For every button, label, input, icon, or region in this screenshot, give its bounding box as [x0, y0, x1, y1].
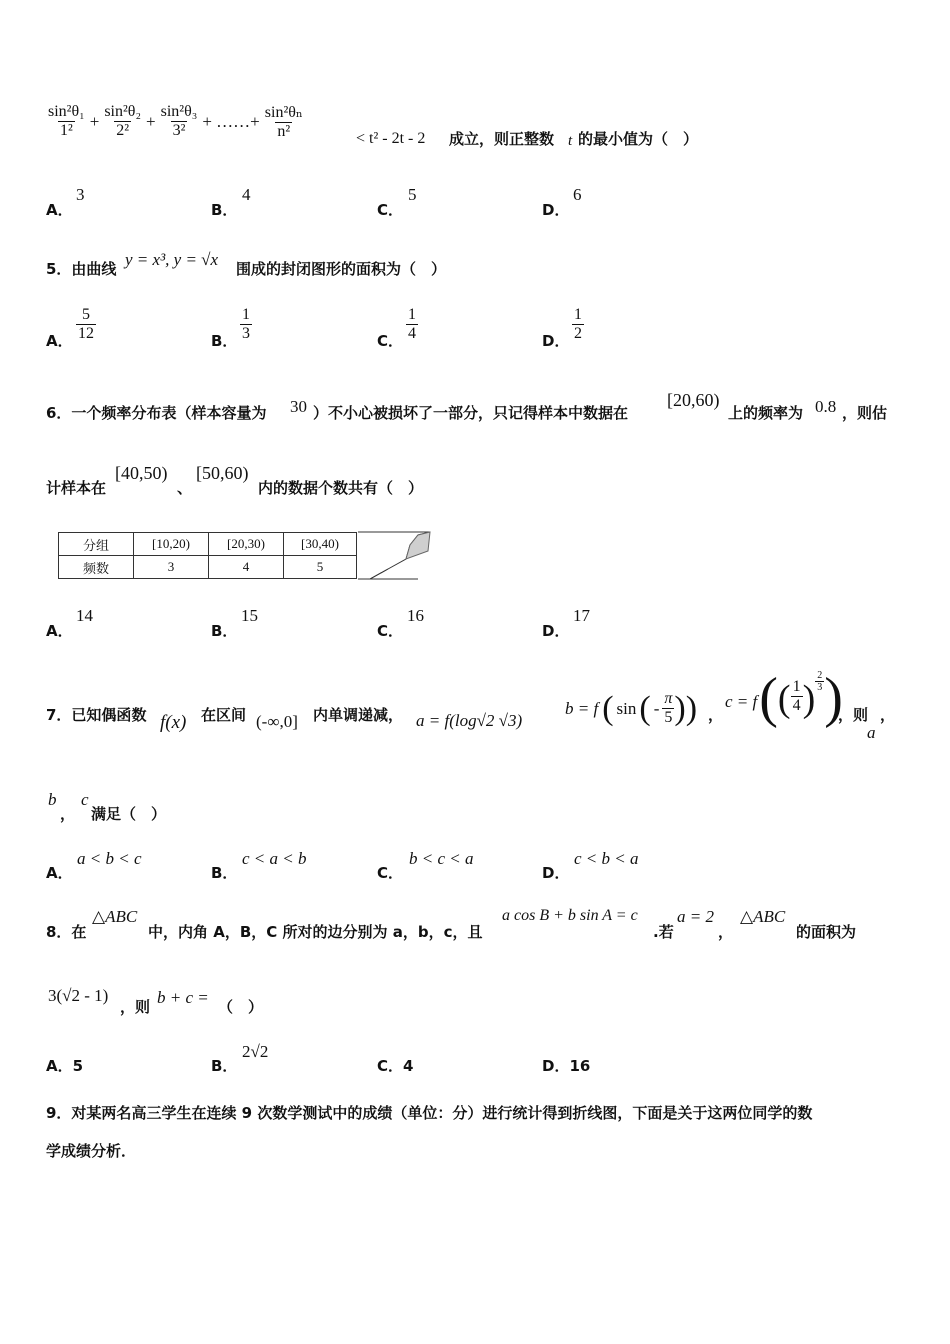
q5-option-b-label[interactable]: B．: [211, 332, 238, 350]
q7-option-b-value: c < a < b: [242, 849, 307, 868]
q8-a-equals: a = 2: [677, 907, 714, 926]
q7-comma: ，: [708, 706, 724, 724]
q8-comma: ，: [718, 923, 734, 941]
q6-option-c-label[interactable]: C．: [377, 622, 404, 640]
q6-option-a-value: 14: [76, 606, 93, 625]
q8-option-d[interactable]: D．16: [542, 1057, 591, 1075]
q6-line1-b: ）不小心被损坏了一部分，只记得样本中数据在: [313, 404, 629, 422]
q8-area-text: 的面积为: [796, 923, 857, 941]
q6-option-d-label[interactable]: D．: [542, 622, 570, 640]
q8-area-value: 3(√2 - 1): [48, 986, 109, 1005]
q7-option-b-label[interactable]: B．: [211, 864, 238, 882]
q7-a-expression: a = f(log√2 √3): [416, 711, 523, 730]
q8-option-b-label[interactable]: B．: [211, 1057, 238, 1075]
q4-option-d-label[interactable]: D．: [542, 201, 570, 219]
q6-frequency: 0.8: [815, 397, 837, 416]
q9-line1: 9．对某两名高三学生在连续 9 次数学测试中的成绩（单位：分）进行统计得到折线图，下面是关于这两位同学的数: [46, 1104, 813, 1122]
plus-sign: +: [89, 111, 100, 131]
q7-b-frac: $\frac{\pi}{5}$: [664, 690, 673, 726]
q8-b-plus-c: b + c =: [157, 988, 209, 1007]
q7-b-expression: b = f ( sin ( - $\frac{\pi}{5}$ ) ): [565, 689, 698, 727]
q8-option-a[interactable]: A．5: [46, 1057, 84, 1075]
q7-comma-3: ，: [60, 805, 76, 823]
q4-text2: 的最小值为（ ）: [578, 130, 699, 148]
table-cell: 3: [134, 556, 209, 579]
q6-line2-b: 内的数据个数共有（ ）: [258, 479, 424, 497]
q4-inequality: < t² - 2t - 2: [356, 130, 426, 147]
q9-line2: 学成绩分析．: [46, 1142, 137, 1160]
q4-option-a-value: 3: [76, 185, 85, 204]
q4-text: 成立，则正整数: [449, 130, 555, 148]
q4-option-c-label[interactable]: C．: [377, 201, 404, 219]
q6-line1-d: ，则估: [842, 404, 888, 422]
q7-comma-2: ，: [880, 706, 896, 724]
q8-if: .若: [653, 923, 674, 941]
q5-curves: y = x³, y = √x: [125, 250, 219, 269]
q7-prefix: 7．已知偶函数: [46, 706, 147, 724]
q7-option-a-value: a < b < c: [77, 849, 142, 868]
q7-mid2: 内单调递减，: [313, 706, 404, 724]
q8-equation: a cos B + b sin A = c: [502, 907, 638, 924]
q8-prefix: 8．在: [46, 923, 87, 941]
q4-option-b-label[interactable]: B．: [211, 201, 238, 219]
q6-separator: 、: [177, 479, 193, 497]
q7-c-expression: c = f ( ( $\frac{1}{4}$ ) $\frac{2}{3}$ ): [725, 667, 843, 729]
q8-paren: （ ）: [218, 998, 264, 1016]
q5-option-c-frac: $\frac{1}{4}$: [408, 306, 416, 342]
q7-option-d-value: c < b < a: [574, 849, 639, 868]
q7-fx: f(x): [160, 712, 187, 733]
q4-var-t: t: [568, 133, 573, 149]
q7-c-exponent: $\frac{2}{3}$: [817, 670, 823, 693]
q6-interval-50-60: [50,60): [196, 463, 249, 483]
table-cell: 4: [209, 556, 284, 579]
table-cell: 5: [284, 556, 357, 579]
q5-option-d-label[interactable]: D．: [542, 332, 570, 350]
q4-frac-n: $\frac{\text{sin²θₙ}}{\text{n²}}$: [264, 104, 303, 140]
q6-line2-a: 计样本在: [46, 479, 107, 497]
q8-ask: ，则: [120, 998, 151, 1016]
q7-var-c: c: [81, 790, 89, 809]
q6-option-c-value: 16: [407, 606, 424, 625]
q4-option-c-value: 5: [408, 185, 417, 204]
plus-sign: +: [146, 111, 156, 131]
q4-frac-1: $\frac{\text{sin²θ₁}}{\text{1²}}$: [48, 103, 85, 139]
q7-option-c-value: b < c < a: [409, 849, 474, 868]
q6-interval-20-60: [20,60): [667, 390, 720, 410]
q6-option-b-value: 15: [241, 606, 258, 625]
q7-option-a-label[interactable]: A．: [46, 864, 73, 882]
q8-option-c[interactable]: C．4: [377, 1057, 414, 1075]
q4-sum-expression: [46, 102, 305, 141]
q7-var-a: a: [867, 723, 876, 742]
table-header-group: 分组: [59, 533, 134, 556]
q8-option-b-value: 2√2: [242, 1042, 269, 1061]
q5-option-d-frac: $\frac{1}{2}$: [574, 306, 582, 342]
torn-corner-icon: [358, 531, 432, 581]
q4-option-b-value: 4: [242, 185, 251, 204]
q4-option-a-label[interactable]: A．: [46, 201, 73, 219]
q8-triangle: △ABC: [92, 907, 138, 926]
q7-var-b: b: [48, 790, 57, 809]
q8-mid: 中，内角 A，B，C 所对的边分别为 a，b，c，且: [148, 923, 483, 941]
q5-option-b-frac: $\frac{1}{3}$: [242, 306, 250, 342]
table-header-cell: [10,20): [134, 533, 209, 556]
q7-interval: (-∞,0]: [256, 712, 298, 731]
q6-option-a-label[interactable]: A．: [46, 622, 73, 640]
q5-option-a-label[interactable]: A．: [46, 332, 73, 350]
q5-option-c-label[interactable]: C．: [377, 332, 404, 350]
q6-option-d-value: 17: [573, 606, 590, 625]
q4-frac-3: $\frac{\text{sin²θ₃}}{\text{3²}}$: [160, 103, 198, 139]
q6-sample-size: 30: [290, 397, 307, 416]
q6-line1-c: 上的频率为: [728, 404, 804, 422]
table-header-cell: [20,30): [209, 533, 284, 556]
q5-option-a-frac: $\frac{5}{12}$: [78, 306, 94, 342]
q6-line1-a: 6．一个频率分布表（样本容量为: [46, 404, 267, 422]
q4-option-d-value: 6: [573, 185, 582, 204]
q7-mid: 在区间: [201, 706, 247, 724]
q7-c-frac: $\frac{1}{4}$: [792, 678, 801, 714]
table-row-label: 频数: [59, 556, 134, 579]
q4-frac-2: $\frac{\text{sin²θ₂}}{\text{2²}}$: [104, 103, 142, 139]
q6-option-b-label[interactable]: B．: [211, 622, 238, 640]
q4-ellipsis: + ……+: [202, 111, 260, 131]
q7-option-c-label[interactable]: C．: [377, 864, 404, 882]
q6-interval-40-50: [40,50): [115, 463, 168, 483]
q7-then: ，则: [838, 706, 869, 724]
q7-satisfy: 满足（ ）: [91, 805, 167, 823]
table-header-cell: [30,40): [284, 533, 357, 556]
q8-triangle-2: △ABC: [740, 907, 786, 926]
q5-suffix: 围成的封闭图形的面积为（ ）: [236, 260, 447, 278]
q7-option-d-label[interactable]: D．: [542, 864, 570, 882]
q5-prefix: 5．由曲线: [46, 260, 117, 278]
